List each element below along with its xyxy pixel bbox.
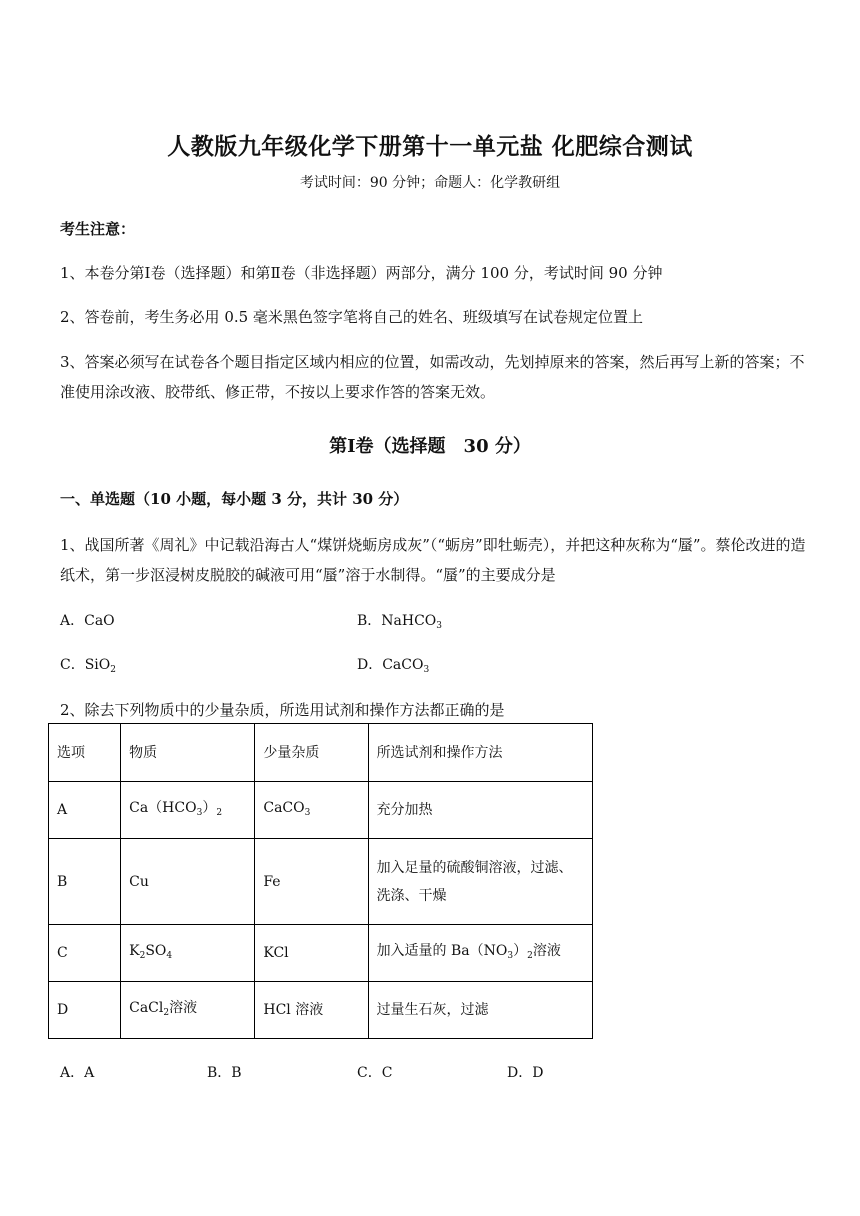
page-title: 人教版九年级化学下册第十一单元盐 化肥综合测试: [167, 133, 693, 160]
formula-part: ）: [202, 799, 217, 816]
q1-option-b: [357, 610, 442, 631]
table-row: [49, 782, 593, 839]
table-cell-impurity: [255, 782, 368, 839]
formula-subscript: 3: [507, 950, 514, 961]
table-header-cell: 所选试剂和操作方法: [368, 724, 592, 782]
q2-option-c: C．C: [357, 1065, 393, 1081]
q2-option-a: A．A: [60, 1065, 95, 1081]
formula-subscript: 3: [304, 807, 311, 818]
table-cell-option: A: [49, 782, 121, 839]
table-cell-substance: [121, 982, 255, 1039]
formula-part: 溶液: [169, 999, 198, 1016]
formula-part: SO: [145, 942, 167, 959]
q1-option-c-subscript: 2: [110, 665, 116, 675]
formula-subscript: 2: [527, 950, 533, 961]
part-heading: 一、单选题（10 小题，每小题 3 分，共计 30 分）: [60, 490, 409, 508]
q2-option-d: D．D: [507, 1065, 544, 1081]
q1-option-b-text: B．NaHCO: [357, 613, 437, 629]
formula-part: K: [129, 942, 140, 959]
table-header-cell: 少量杂质: [255, 724, 368, 782]
table-cell-method: 充分加热: [368, 782, 592, 839]
section-title: 第Ⅰ卷（选择题 30 分）: [329, 436, 531, 457]
table-cell-method: [368, 925, 592, 982]
table-cell-substance: [121, 925, 255, 982]
formula-subscript: 2: [139, 950, 146, 961]
table-cell-option: C: [49, 925, 121, 982]
table-cell-option: B: [49, 839, 121, 925]
formula-subscript: 2: [163, 1007, 170, 1018]
table-row: [49, 839, 593, 925]
table-row: [49, 982, 593, 1039]
table-cell-impurity: HCl 溶液: [255, 982, 368, 1039]
formula-part: CaCl: [129, 999, 164, 1016]
table-header-row: [49, 724, 593, 782]
table-header-cell: 选项: [49, 724, 121, 782]
table-row: [49, 925, 593, 982]
formula-part: Ca（HCO: [129, 799, 197, 816]
table-cell-method: 加入足量的硫酸铜溶液，过滤、洗涤、干燥: [368, 839, 592, 925]
table-cell-substance: [121, 782, 255, 839]
exam-info: 考试时间：90 分钟；命题人：化学教研组: [299, 175, 561, 191]
q2-option-b: B．B: [207, 1065, 242, 1081]
question-2-table: [48, 723, 593, 1039]
formula-subscript: 3: [196, 807, 203, 818]
q1-option-d: [357, 654, 429, 675]
table-header-cell: 物质: [121, 724, 255, 782]
formula-subscript: 4: [166, 950, 173, 961]
notice-item-3: 3、答案必须写在试卷各个题目指定区域内相应的位置，如需改动，先划掉原来的答案，然后再写上新的答案；不准使用涂改液、胶带纸、修正带，不按以上要求作答的答案无效。: [60, 353, 805, 401]
notice-item-2: 2、答卷前，考生务必用 0.5 毫米黑色签字笔将自己的姓名、班级填写在试卷规定位置上: [60, 308, 643, 326]
q1-option-b-subscript: 3: [436, 621, 443, 631]
formula-part: 加入适量的 Ba（NO: [376, 942, 508, 959]
q1-option-c: [60, 654, 116, 675]
table-cell-impurity: Fe: [255, 839, 368, 925]
question-2-text: 2、除去下列物质中的少量杂质，所选用试剂和操作方法都正确的是: [60, 701, 505, 719]
formula-part: ）: [513, 942, 528, 959]
formula-subscript: 2: [216, 807, 223, 818]
q1-option-c-text: C．SiO: [60, 657, 111, 673]
table-cell-option: D: [49, 982, 121, 1039]
formula-part: CaCO: [263, 799, 305, 816]
table-cell-impurity: KCl: [255, 925, 368, 982]
formula-part: 溶液: [532, 942, 561, 959]
table-cell-method: 过量生石灰，过滤: [368, 982, 592, 1039]
question-1-text: 1、战国所著《周礼》中记载沿海古人“煤饼烧蛎房成灰”（“蛎房”即牡蛎壳），并把这种灰称为“蜃”。蔡伦改进的造纸术，第一步沤浸树皮脱胶的碱液可用“蜃”溶于水制得。“蜃”的主要成分是: [60, 536, 806, 584]
q1-option-d-subscript: 3: [423, 665, 430, 675]
notice-heading: 考生注意：: [60, 220, 136, 238]
table-cell-substance: Cu: [121, 839, 255, 925]
q1-option-a: A．CaO: [60, 613, 115, 629]
q1-option-d-text: D．CaCO: [357, 657, 424, 673]
notice-item-1: 1、本卷分第Ⅰ卷（选择题）和第Ⅱ卷（非选择题）两部分，满分 100 分，考试时间 90 分钟: [60, 264, 663, 282]
